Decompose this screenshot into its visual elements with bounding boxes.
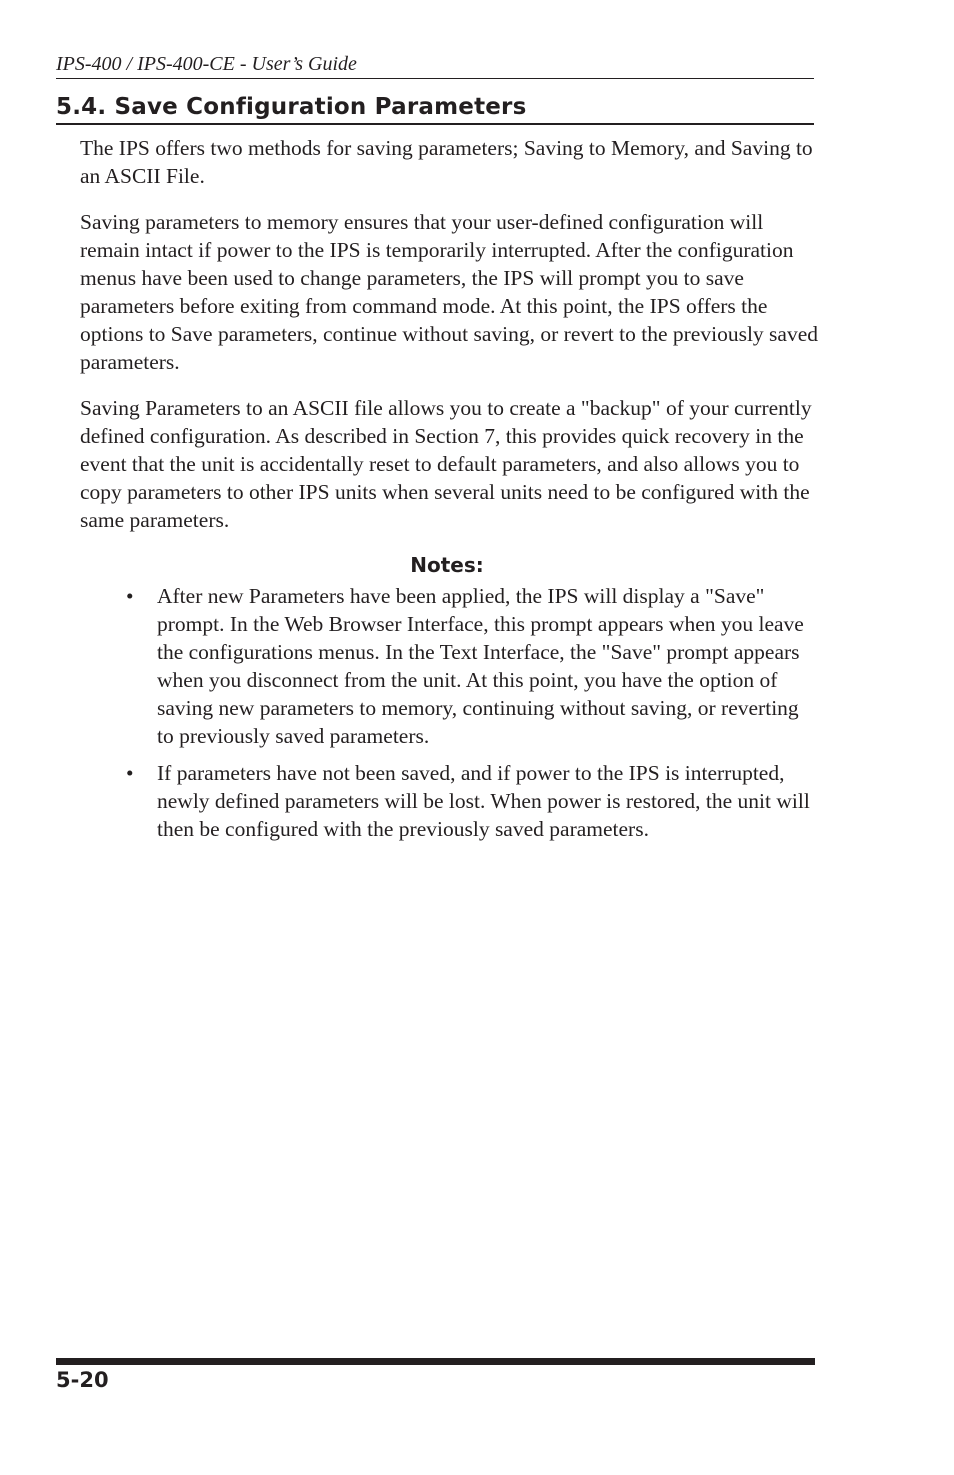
running-header: IPS-400 / IPS-400-CE - User’s Guide bbox=[56, 51, 814, 79]
bullet-icon: • bbox=[126, 584, 134, 608]
note-item bbox=[126, 759, 816, 843]
footer-rule bbox=[56, 1358, 815, 1365]
bullet-icon: • bbox=[126, 761, 134, 785]
page-number: 5-20 bbox=[56, 1368, 109, 1392]
notes-list bbox=[126, 582, 816, 843]
note-text: If parameters have not been saved, and if power to the IPS is interrupted, newly defined parameters will be lost. When power is restored, the unit will then be configured with the previously saved parameters. bbox=[157, 761, 810, 841]
paragraph-save-to-ascii: Saving Parameters to an ASCII file allows you to create a "backup" of your currently defined configuration. As described in Section 7, this provides quick recovery in the event that the unit is accidentally reset to default parameters, and also allows you to copy parameters to other IPS units when several units need to be configured with the same parameters. bbox=[80, 396, 812, 532]
note-text: After new Parameters have been applied, the IPS will display a "Save" prompt. In the Web Browser Interface, this prompt appears when you leave the configurations menus. In the Text Interface, the "Save" prompt appears when you disconnect from the unit. At this point, you have the option of saving new parameters to memory, continuing without saving, or reverting to previously saved parameters. bbox=[157, 584, 804, 748]
note-item bbox=[126, 582, 816, 750]
paragraph-save-methods: The IPS offers two methods for saving parameters; Saving to Memory, and Saving to an ASCII File. bbox=[80, 136, 813, 188]
section-heading: 5.4. Save Configuration Parameters bbox=[56, 92, 814, 125]
notes-label: Notes: bbox=[410, 553, 484, 577]
paragraph-save-to-memory: Saving parameters to memory ensures that your user-defined configuration will remain intact if power to the IPS is temporarily interrupted. After the configuration menus have been used to change parameters, the IPS will prompt you to save parameters before exiting from command mode. At this point, the IPS offers the options to Save parameters, continue without saving, or revert to the previously saved parameters. bbox=[80, 210, 818, 374]
